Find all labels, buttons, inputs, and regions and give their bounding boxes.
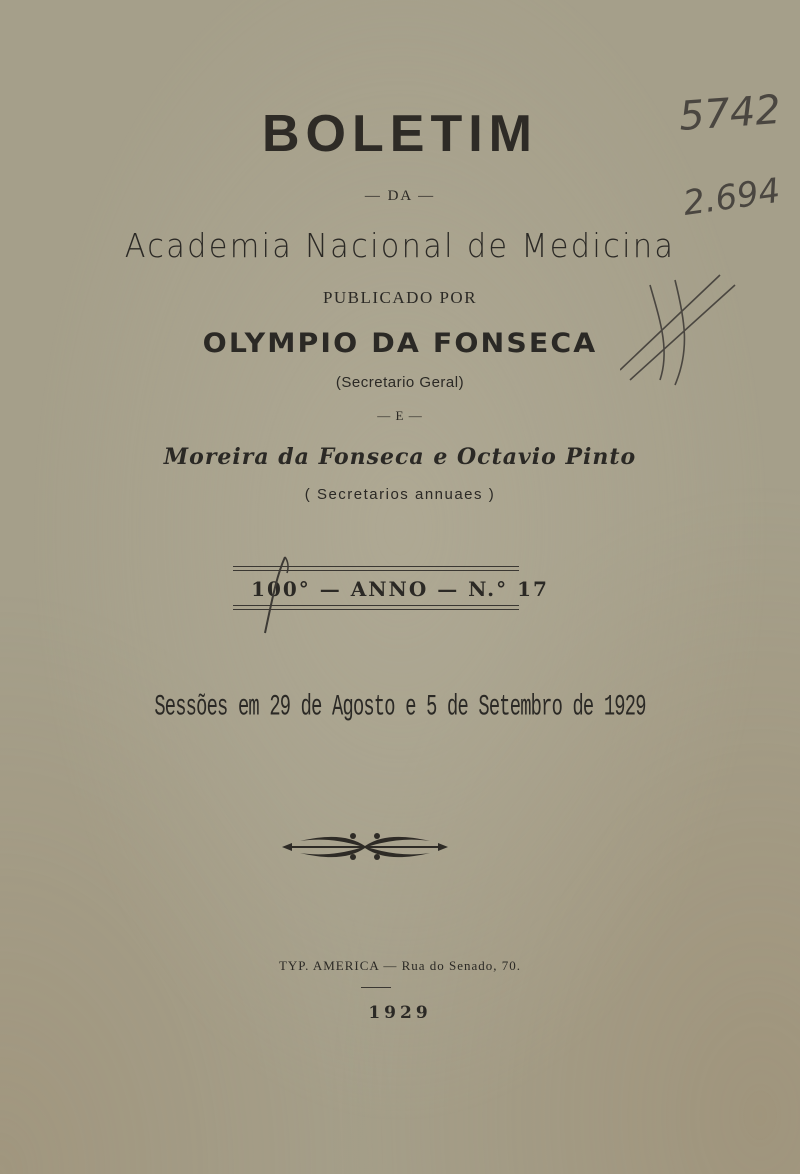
academy-name: Academia Nacional de Medicina: [124, 226, 676, 265]
fleuron-ornament-icon: [280, 826, 450, 866]
editor-name: OLYMPIO DA FONSECA: [202, 328, 598, 359]
da-line: — DA —: [364, 188, 436, 204]
editor-role: (Secretario Geral): [335, 374, 465, 391]
publication-year: 1929: [368, 1003, 432, 1023]
published-by-label: PUBLICADO POR: [322, 288, 478, 307]
printer-line: TYP. AMERICA — Rua do Senado, 70.: [278, 958, 522, 973]
handwritten-note-second: 2.694: [680, 170, 783, 224]
annual-secretaries: Moreira da Fonseca e Octavio Pinto: [163, 444, 637, 470]
handwritten-overstroke: [255, 555, 295, 635]
annual-secretaries-role: ( Secretarios annuaes ): [304, 486, 496, 503]
handwritten-annotations: [620, 80, 800, 400]
issue-number: 100° — ANNO — N.° 17: [251, 577, 549, 601]
small-rule: [361, 987, 391, 988]
bulletin-title: BOLETIM: [262, 105, 538, 163]
sessions-dates: Sessões em 29 de Agosto e 5 de Setembro de 1929: [154, 690, 646, 725]
conjunction-e: — E —: [377, 408, 423, 423]
handwritten-note-top: 5742: [677, 86, 783, 140]
handwritten-scribble-icon: [620, 275, 735, 385]
